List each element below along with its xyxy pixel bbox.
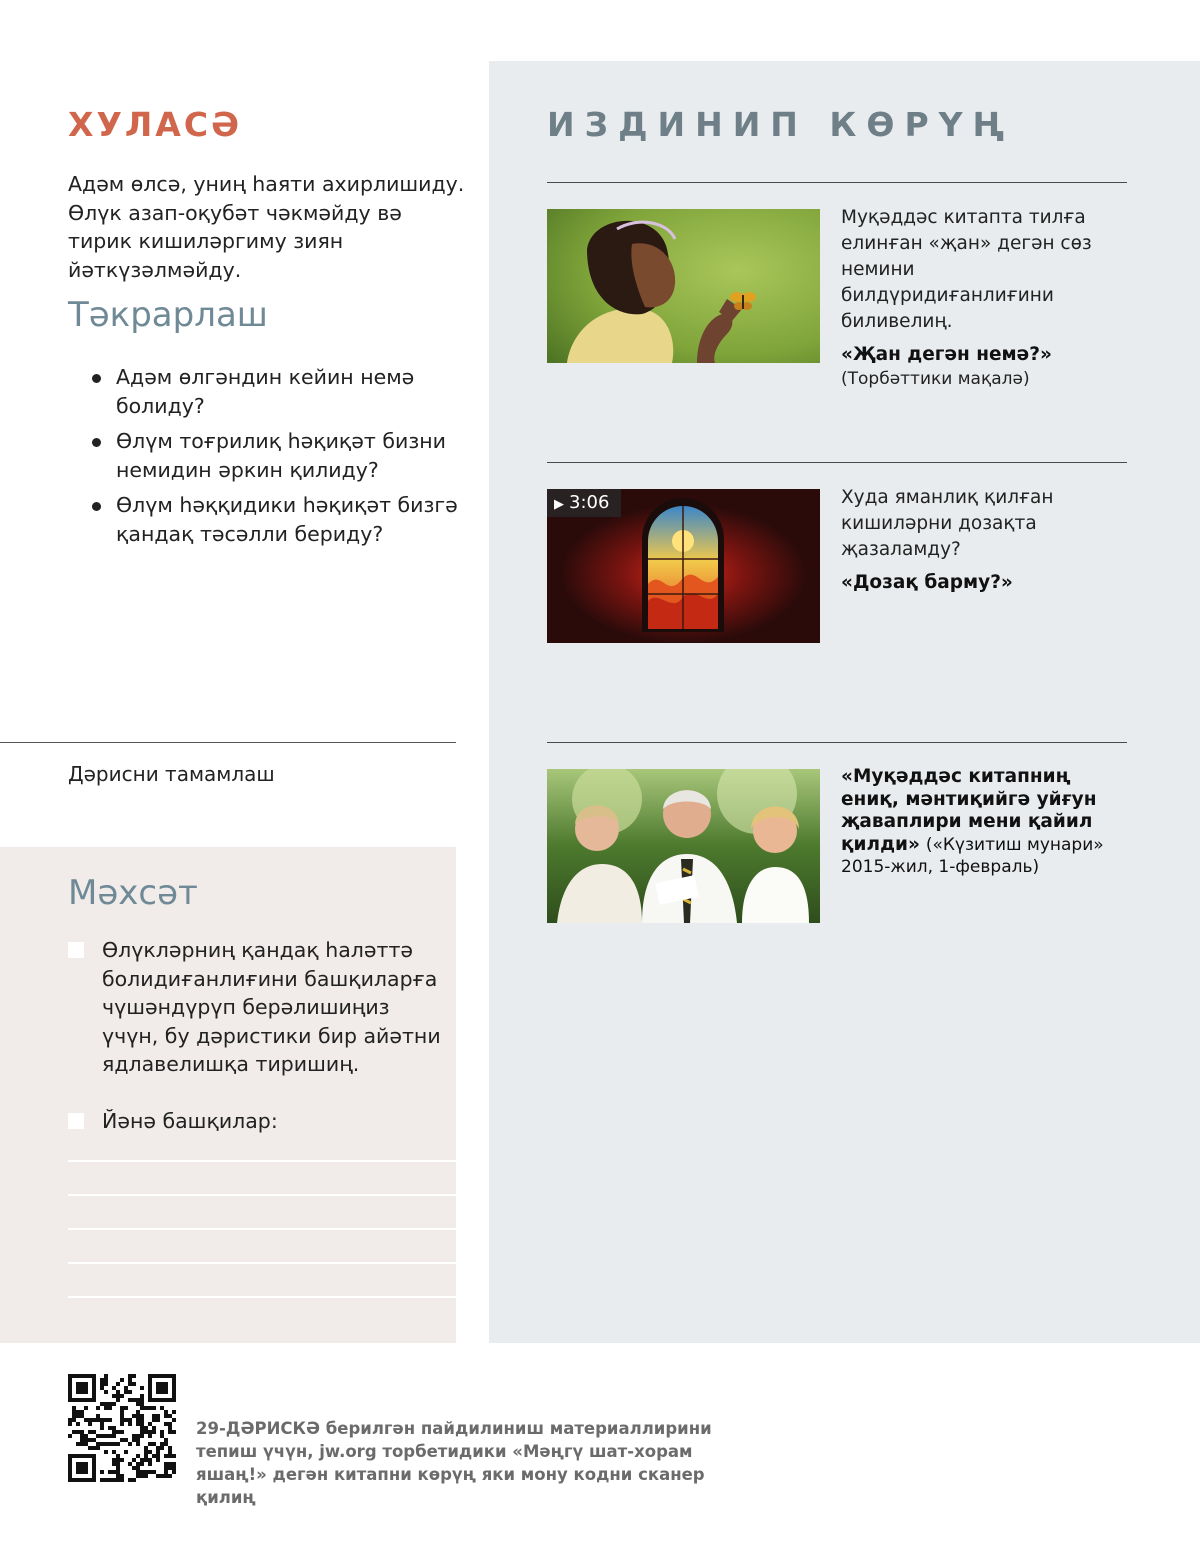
goal-heading: Мәхсәт	[68, 873, 198, 913]
explore-item	[841, 205, 1131, 391]
girl-with-butterfly-photo[interactable]	[547, 209, 820, 363]
review-list	[92, 363, 462, 555]
explore-item	[841, 485, 1131, 595]
writing-line[interactable]	[68, 1262, 456, 1264]
writing-line[interactable]	[68, 1296, 456, 1298]
footer-text: 29-ДӘРИСКӘ берилгән пайдилиниш материаллирини тепиш үчүн, jw.org торбетидики «Мәңгү шат-хорам яшаң!» дегән китапни көрүң яки мону кодни сканер қилиң	[196, 1419, 712, 1507]
checkbox[interactable]	[68, 1113, 84, 1129]
explore-heading: ИЗДИНИП КӨРҮҢ	[547, 105, 1015, 144]
explore-item	[841, 766, 1131, 879]
checkbox[interactable]	[68, 942, 84, 958]
review-item: Өлүм тоғрилиқ һәқиқәт бизни немидин әркин қилиду?	[92, 427, 462, 484]
review-item: Адәм өлгәндин кейин немә болиду?	[92, 363, 462, 420]
item-link-title[interactable]: «Дозақ барму?»	[841, 572, 1013, 593]
item-description: Муқәддәс китапта тилға елинған «җан» дегән сөз немини билдүридиғанлиғини биливелиң.	[841, 207, 1092, 332]
bullet-icon	[92, 502, 101, 511]
goal-item: Йәнә башқилар:	[68, 1107, 448, 1136]
writing-line[interactable]	[68, 1160, 456, 1162]
writing-line[interactable]	[68, 1194, 456, 1196]
item-note: («Күзитиш мунари» 2015-жил, 1-февраль)	[841, 834, 1104, 877]
review-item: Өлүм һәққидики һәқиқәт бизгә қандақ тәсәлли бериду?	[92, 491, 462, 548]
lesson-complete-label: Дәрисни тамамлаш	[68, 762, 275, 786]
item-link-title[interactable]: «Җан дегән немә?»	[841, 344, 1052, 365]
item-link-title[interactable]: «Муқәддәс китапниң ениқ, мәнтиқийгә уйғун җаваплири мени қайил қилди»	[841, 766, 1097, 855]
writing-line[interactable]	[68, 1228, 456, 1230]
bullet-icon	[92, 374, 101, 383]
item-note: (Торбәттики мақалә)	[841, 369, 1030, 389]
divider	[547, 742, 1127, 743]
summary-heading: ХУЛАСӘ	[68, 105, 243, 144]
play-icon: ▶	[554, 497, 564, 512]
divider	[0, 742, 456, 743]
people-talking-in-park-photo[interactable]	[547, 769, 820, 923]
review-heading: Тәкрарлаш	[68, 295, 268, 335]
item-description: Худа яманлиқ қилған кишиләрни дозақта җазаламду?	[841, 487, 1054, 560]
stained-glass-window-fire-photo[interactable]	[547, 489, 820, 643]
summary-text: Адәм өлсә, униң һаяти ахирлишиду. Өлүк азап-оқубәт чәкмәйду вә тирик кишиләргиму зиян йәткүзәлмәйду.	[68, 172, 465, 282]
goal-item: Өлүкләрниң қандақ һаләттә болидиғанлиғини башқиларға чүшәндүрүп берәлишиңиз үчүн, бу дәристики бир айәтни ядлавелишқа тиришиң.	[68, 936, 448, 1079]
divider	[547, 462, 1127, 463]
goal-box	[0, 847, 456, 1343]
video-duration-badge: ▶ 3:06	[547, 489, 621, 517]
qr-code-icon[interactable]	[68, 1374, 176, 1482]
bullet-icon	[92, 438, 101, 447]
divider	[547, 182, 1127, 183]
